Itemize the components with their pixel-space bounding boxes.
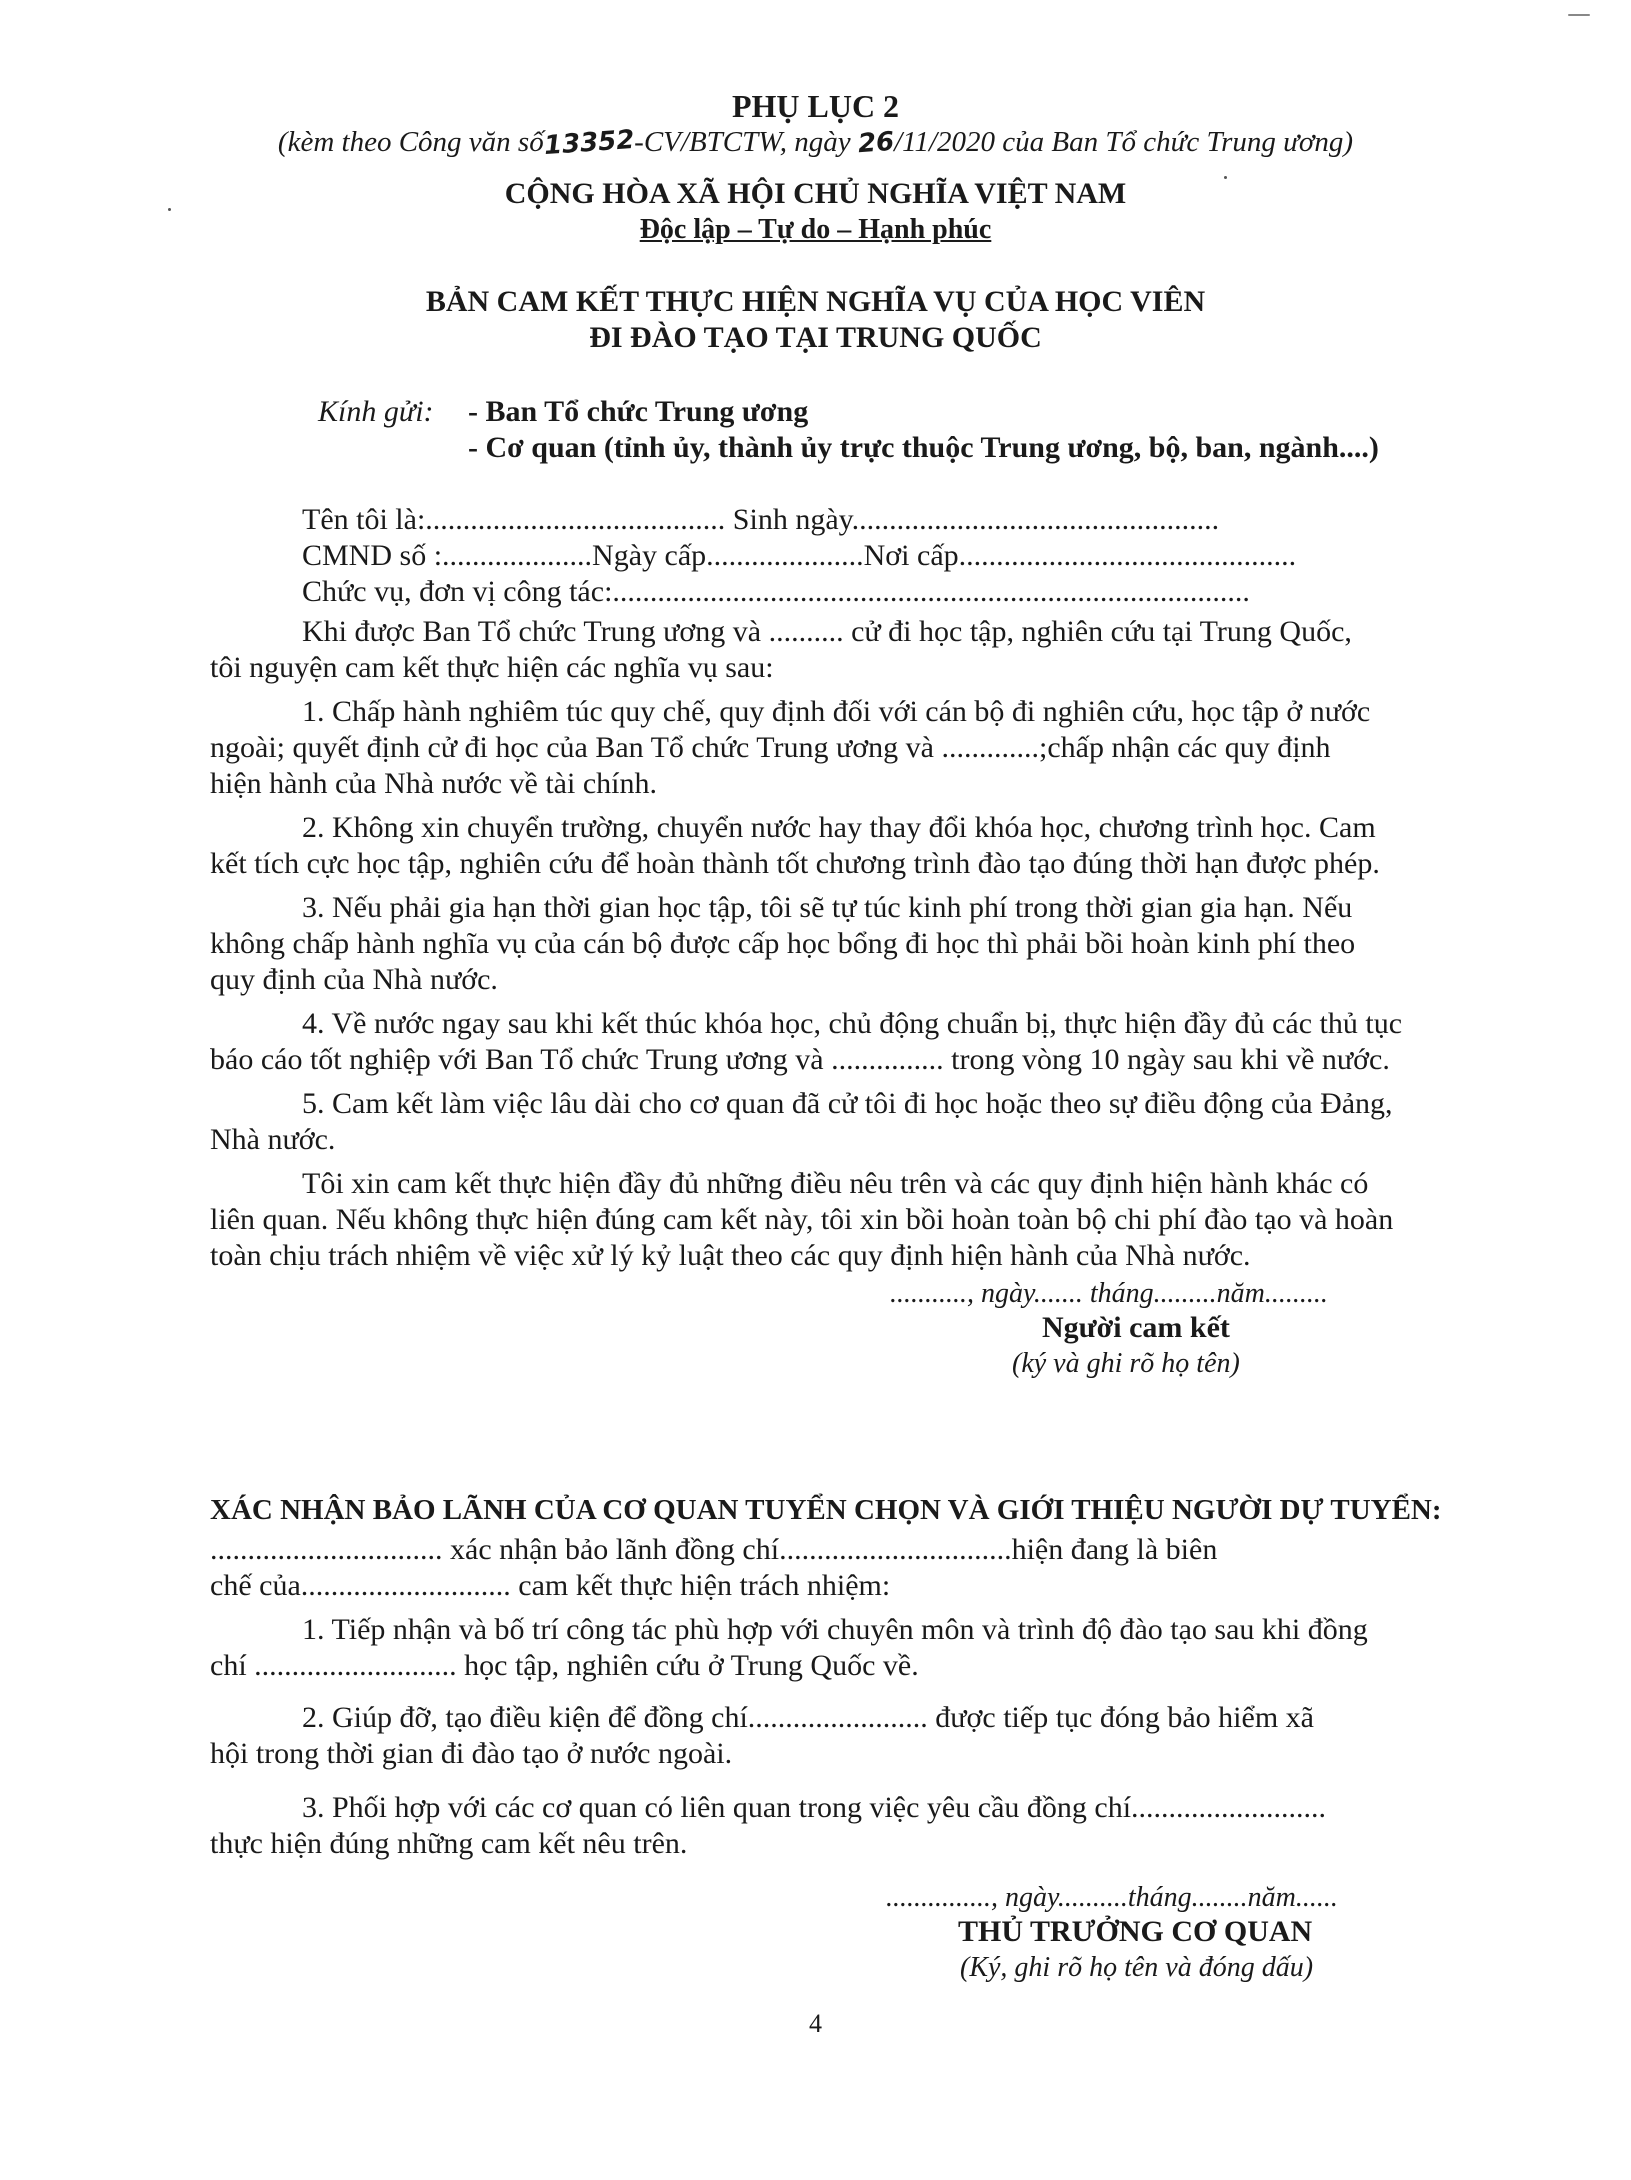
handwritten-ref-day: 26 [856,126,896,160]
national-motto: Độc lập – Tự do – Hạnh phúc [639,214,992,245]
recipient-label: Kính gửi: [318,395,434,428]
commitment-4-line-2: báo cáo tốt nghiệp với Ban Tổ chức Trung ương và ............... trong vòng 10 ngày sau khi về nước. [210,1043,1390,1076]
commitment-3-line-1: 3. Nếu phải gia hạn thời gian học tập, tôi sẽ tự túc kinh phí trong thời gian gia hạn. Nếu [302,891,1353,924]
signer-title: Người cam kết [1042,1311,1230,1344]
guarantee-line-1: ............................... xác nhận bảo lãnh đồng chí...............................hiện đang là biên [210,1533,1218,1566]
closing-line-2: liên quan. Nếu không thực hiện đúng cam kết này, tôi xin bồi hoàn toàn bộ chi phí đào tạo và hoàn [210,1203,1394,1236]
guarantee-item-2-line-2: hội trong thời gian đi đào tạo ở nước ngoài. [210,1737,733,1770]
guarantee-item-1-line-2: chí ........................... học tập, nghiên cứu ở Trung Quốc về. [210,1649,919,1682]
commitment-1-line-2: ngoài; quyết định cử đi học của Ban Tổ chức Trung ương và .............;chấp nhận các quy định [210,731,1331,764]
guarantee-item-3-line-1: 3. Phối hợp với các cơ quan có liên quan trong việc yêu cầu đồng chí.......................... [302,1791,1327,1824]
commitment-4-line-1: 4. Về nước ngay sau khi kết thúc khóa học, chủ động chuẩn bị, thực hiện đầy đủ các thủ tục [302,1007,1403,1040]
signer-note: (ký và ghi rõ họ tên) [1012,1348,1240,1379]
commitment-2-line-2: kết tích cực học tập, nghiên cứu để hoàn thành tốt chương trình đào tạo đúng thời hạn được phép. [210,847,1380,880]
head-signer-note: (Ký, ghi rõ họ tên và đóng dấu) [960,1952,1314,1983]
position-field-line: Chức vụ, đơn vị công tác:..................................................................................... [302,575,1250,608]
head-signer-title: THỦ TRƯỞNG CƠ QUAN [958,1915,1313,1948]
commitment-3-line-2: không chấp hành nghĩa vụ của cán bộ được cấp học bổng đi học thì phải bồi hoàn kinh phí theo [210,927,1356,960]
nation-name: CỘNG HÒA XÃ HỘI CHỦ NGHĨA VIỆT NAM [504,177,1127,210]
commitment-5-line-1: 5. Cam kết làm việc lâu dài cho cơ quan đã cử tôi đi học hoặc theo sự điều động của Đảng, [302,1087,1393,1120]
guarantee-item-2-line-1: 2. Giúp đỡ, tạo điều kiện để đồng chí........................ được tiếp tục đóng bảo hiểm xã [302,1701,1314,1734]
scan-speck [1224,176,1227,179]
guarantee-item-3-line-2: thực hiện đúng những cam kết nêu trên. [210,1827,688,1860]
guarantee-heading: XÁC NHẬN BẢO LÃNH CỦA CƠ QUAN TUYỂN CHỌN VÀ GIỚI THIỆU NGƯỜI DỰ TUYỂN: [210,1494,1442,1526]
guarantee-item-1-line-1: 1. Tiếp nhận và bố trí công tác phù hợp với chuyên môn và trình độ đào tạo sau khi đồng [302,1613,1368,1646]
closing-line-3: toàn chịu trách nhiệm về việc xử lý kỷ luật theo các quy định hiện hành của Nhà nước. [210,1239,1251,1272]
scan-speck [168,208,171,211]
page-number: 4 [809,2009,822,2038]
intro-line-1: Khi được Ban Tổ chức Trung ương và .......... cử đi học tập, nghiên cứu tại Trung Quốc, [302,615,1352,648]
id-card-field-line: CMND số :....................Ngày cấp.....................Nơi cấp............................................. [302,539,1297,572]
handwritten-ref-number: 13352 [542,124,636,162]
signature-date-line: ..........., ngày....... tháng.........năm......... [890,1278,1328,1309]
reference-suffix: /11/2020 của Ban Tổ chức Trung ương) [894,126,1354,158]
document-title-line-2: ĐI ĐÀO TẠO TẠI TRUNG QUỐC [589,321,1042,354]
intro-line-2: tôi nguyện cam kết thực hiện các nghĩa vụ sau: [210,651,774,684]
recipient-item-2: - Cơ quan (tỉnh ủy, thành ủy trực thuộc Trung ương, bộ, ban, ngành....) [468,431,1379,464]
commitment-5-line-2: Nhà nước. [210,1123,336,1156]
commitment-2-line-1: 2. Không xin chuyển trường, chuyển nước hay thay đổi khóa học, chương trình học. Cam [302,811,1376,844]
commitment-3-line-3: quy định của Nhà nước. [210,963,498,996]
reference-line [0,124,1631,161]
guarantee-line-2: chế của............................ cam kết thực hiện trách nhiệm: [210,1569,891,1602]
name-field-line: Tên tôi là:........................................ Sinh ngày................................................. [302,503,1220,536]
reference-mid: -CV/BTCTW, ngày [634,126,851,158]
commitment-1-line-3: hiện hành của Nhà nước về tài chính. [210,767,657,800]
scan-speck [1568,14,1590,16]
closing-line-1: Tôi xin cam kết thực hiện đầy đủ những điều nêu trên và các quy định hiện hành khác có [302,1167,1369,1200]
head-signature-date-line: ..............., ngày..........tháng........năm...... [886,1882,1338,1913]
commitment-1-line-1: 1. Chấp hành nghiêm túc quy chế, quy định đối với cán bộ đi nghiên cứu, học tập ở nước [302,695,1371,728]
recipient-item-1: - Ban Tổ chức Trung ương [468,395,809,428]
appendix-title: PHỤ LỤC 2 [731,88,900,124]
document-title-line-1: BẢN CAM KẾT THỰC HIỆN NGHĨA VỤ CỦA HỌC VIÊN [425,285,1206,318]
reference-prefix: (kèm theo Công văn số [277,126,544,158]
